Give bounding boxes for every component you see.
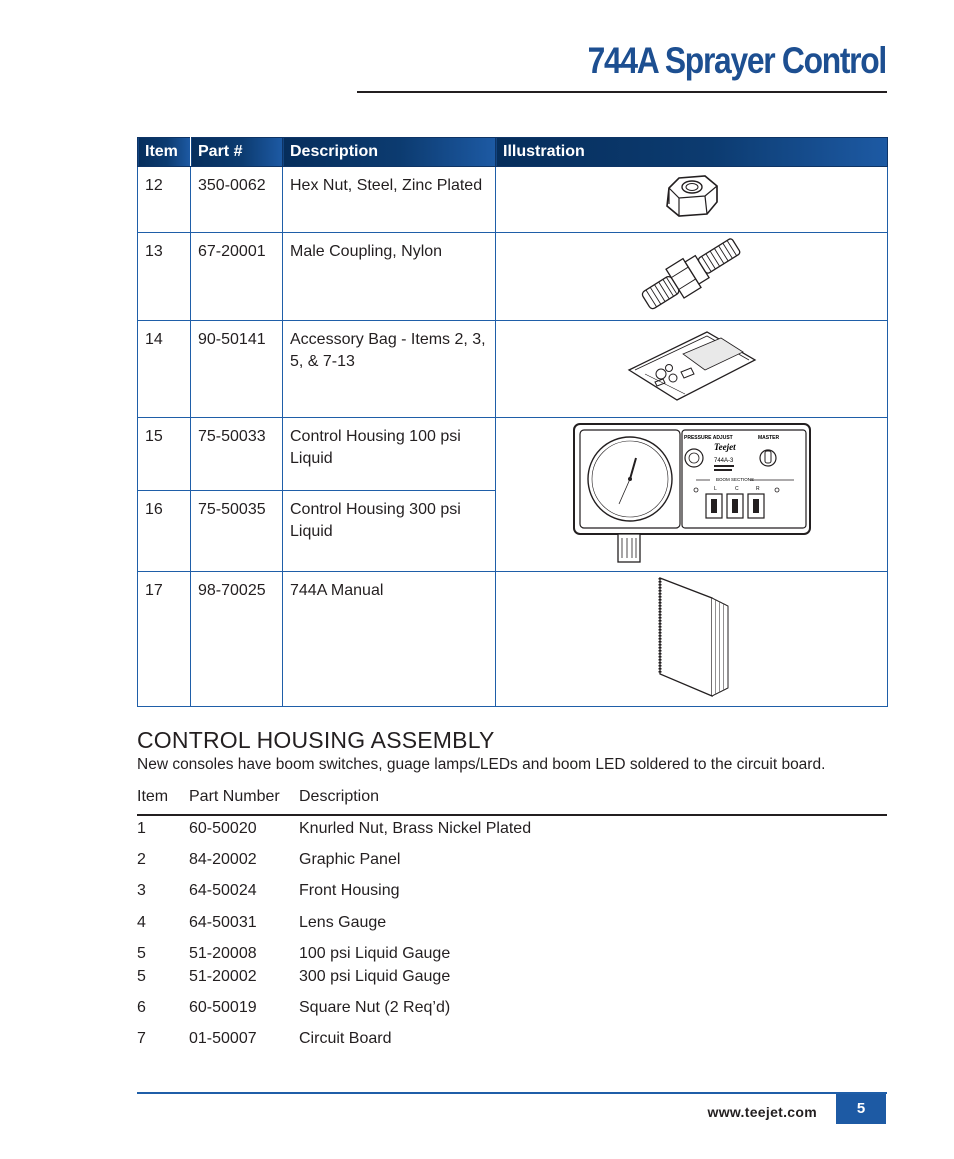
part-description: Circuit Board: [299, 1030, 392, 1047]
list-item: [137, 1028, 887, 1050]
control-housing-illustration: [572, 418, 812, 564]
part-description: Square Nut (2 Req’d): [299, 999, 451, 1016]
title-divider: [357, 91, 887, 93]
page-title: 744A Sprayer Control: [587, 40, 886, 81]
part-number: 64-50024: [189, 882, 257, 899]
row-part: 75-50035: [191, 491, 283, 572]
row-part: 98-70025: [191, 572, 283, 707]
col-header-item: Item: [137, 788, 169, 805]
illustration-cell: [496, 321, 888, 418]
part-description: Lens Gauge: [299, 914, 387, 931]
list-item: [137, 997, 887, 1019]
section-heading: CONTROL HOUSING ASSEMBLY: [137, 727, 495, 753]
boom-letter-center: C: [734, 486, 739, 492]
assembly-table-header: [137, 788, 887, 816]
boom-letter-left: L: [713, 486, 717, 492]
manual-illustration: [650, 574, 734, 698]
row-item: 14: [138, 321, 191, 418]
part-number: 84-20002: [189, 851, 257, 868]
row-description: 744A Manual: [283, 572, 496, 707]
illustration-cell: [496, 418, 888, 572]
row-item: 17: [138, 572, 191, 707]
row-item: 16: [138, 491, 191, 572]
part-description: Knurled Nut, Brass Nickel Plated: [299, 820, 532, 837]
col-header-item: Item: [138, 138, 191, 167]
master-label: MASTER: [757, 435, 779, 441]
parts-table-header: [138, 138, 888, 167]
part-number: 60-50019: [189, 999, 257, 1016]
knob-label: PRESSURE ADJUST: [683, 435, 733, 441]
accessory-bag-illustration: [625, 326, 759, 406]
part-number: 60-50020: [189, 820, 257, 837]
page-number: 5: [836, 1094, 886, 1124]
part-description: 300 psi Liquid Gauge: [299, 968, 451, 985]
table-row: [138, 321, 888, 418]
part-number: 01-50007: [189, 1030, 257, 1047]
item-number: 6: [137, 999, 146, 1016]
illustration-cell: [496, 233, 888, 321]
row-description: Control Housing 300 psi Liquid: [283, 491, 496, 572]
bottom-connector: [618, 534, 640, 562]
row-description: Accessory Bag - Items 2, 3, 5, & 7-13: [283, 321, 496, 418]
col-header-part-number: Part Number: [189, 788, 280, 805]
col-header-description: Description: [299, 788, 380, 805]
row-item: 15: [138, 418, 191, 491]
col-header-part: Part #: [191, 138, 283, 167]
item-number: 2: [137, 851, 146, 868]
table-row: [138, 233, 888, 321]
item-number: 7: [137, 1030, 146, 1047]
col-header-description: Description: [283, 138, 496, 167]
part-description: 100 psi Liquid Gauge: [299, 945, 451, 962]
list-item: [137, 880, 887, 902]
row-part: 90-50141: [191, 321, 283, 418]
table-row: [138, 167, 888, 233]
item-number: 3: [137, 882, 146, 899]
footer-url[interactable]: www.teejet.com: [707, 1104, 817, 1120]
part-number: 64-50031: [189, 914, 257, 931]
model-label: 744A-3: [713, 458, 733, 464]
row-description: Control Housing 100 psi Liquid: [283, 418, 496, 491]
row-description: Male Coupling, Nylon: [283, 233, 496, 321]
hex-nut-illustration: [661, 170, 723, 222]
part-number: 51-20008: [189, 945, 257, 962]
item-number: 5: [137, 945, 146, 962]
part-description: Front Housing: [299, 882, 400, 899]
list-item: [137, 912, 887, 934]
male-coupling-illustration: [632, 236, 752, 310]
item-number: 4: [137, 914, 146, 931]
list-item: [137, 966, 887, 988]
section-note: New consoles have boom switches, guage lamps/LEDs and boom LED soldered to the circuit board.: [137, 756, 826, 773]
row-part: 75-50033: [191, 418, 283, 491]
item-number: 5: [137, 968, 146, 985]
part-number: 51-20002: [189, 968, 257, 985]
brand-logo: Teejet: [713, 442, 736, 452]
row-part: 67-20001: [191, 233, 283, 321]
footer-divider: [137, 1092, 887, 1094]
row-item: 13: [138, 233, 191, 321]
parts-table: [137, 137, 888, 707]
illustration-cell: [496, 572, 888, 707]
table-row: [138, 418, 888, 491]
list-item: [137, 849, 887, 871]
boom-letter-right: R: [755, 486, 760, 492]
col-header-illustration: Illustration: [496, 138, 888, 167]
row-part: 350-0062: [191, 167, 283, 233]
illustration-cell: [496, 167, 888, 233]
row-item: 12: [138, 167, 191, 233]
part-description: Graphic Panel: [299, 851, 401, 868]
list-item: [137, 818, 887, 840]
list-item: [137, 943, 887, 965]
row-description: Hex Nut, Steel, Zinc Plated: [283, 167, 496, 233]
item-number: 1: [137, 820, 146, 837]
boom-sections-label: BOOM SECTIONS: [715, 477, 754, 482]
table-row: [138, 572, 888, 707]
